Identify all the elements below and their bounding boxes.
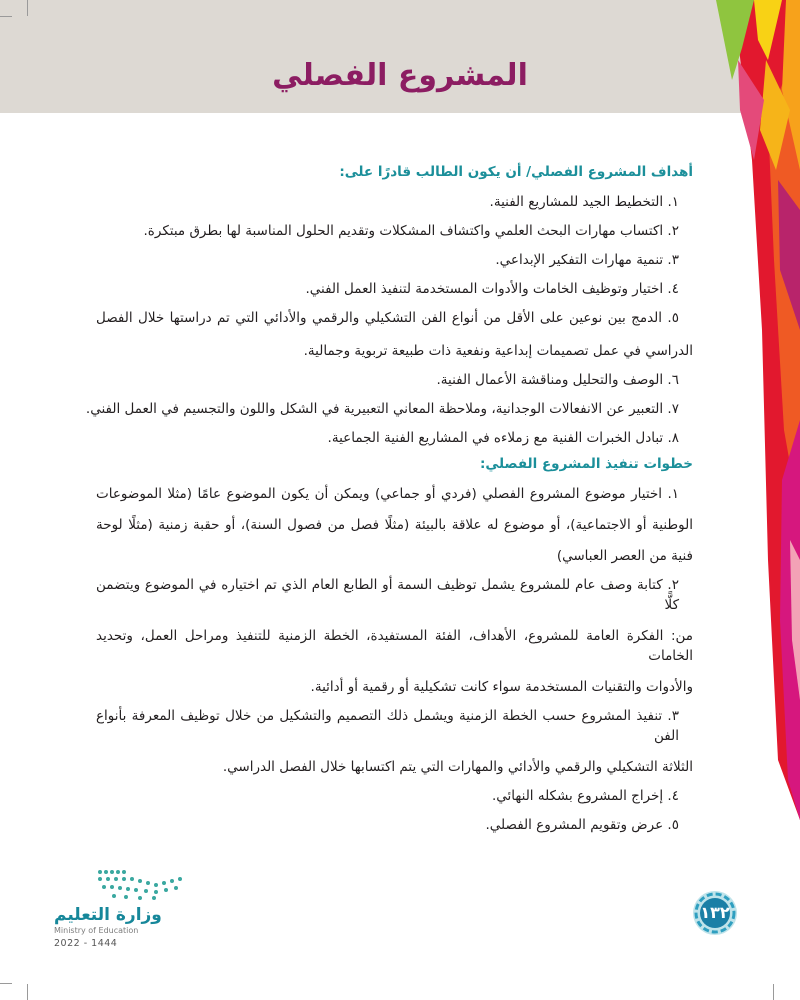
- list-item: ٣. تنفيذ المشروع حسب الخطة الزمنية ويشمل ذلك التصميم والتشكيل من خلال توظيف المعرفة بأنواع الفن: [96, 708, 679, 744]
- list-item-continuation: الثلاثة التشكيلي والرقمي والأدائي والمهارات التي يتم اكتسابها خلال الفصل الدراسي.: [222, 759, 693, 775]
- crop-mark: [0, 16, 12, 17]
- list-item: ٤. اختيار وتوظيف الخامات والأدوات المستخدمة لتنفيذ العمل الفني.: [305, 281, 679, 297]
- edition-year: 2022 - 1444: [54, 938, 118, 949]
- list-item: ١. اختيار موضوع المشروع الفصلي (فردي أو جماعي) ويمكن أن يكون الموضوع عامًا (مثلا الموضوعات: [96, 486, 679, 502]
- list-item: ٣. تنمية مهارات التفكير الإبداعي.: [495, 252, 679, 268]
- crop-mark: [0, 983, 12, 984]
- ministry-logo-icon: [94, 868, 190, 902]
- list-item: ٧. التعبير عن الانفعالات الوجدانية، وملاحظة المعاني التعبيرية في الشكل واللون والتجسيم في العمل الفني.: [85, 401, 679, 417]
- ministry-name-arabic: وزارة التعليم: [54, 905, 162, 925]
- list-item: ٨. تبادل الخبرات الفنية مع زملاءه في المشاريع الفنية الجماعية.: [327, 430, 679, 446]
- list-item: ٢. اكتساب مهارات البحث العلمي واكتشاف المشكلات وتقديم الحلول المناسبة لها بطرق مبتكرة.: [143, 223, 679, 239]
- list-item-continuation: من: الفكرة العامة للمشروع، الأهداف، الفئة المستفيدة، الخطة الزمنية للتنفيذ ومراحل العمل، وتحديد الخامات: [96, 628, 693, 664]
- ministry-name-english: Ministry of Education: [54, 926, 139, 935]
- list-item: ٥. عرض وتقويم المشروع الفصلي.: [485, 817, 679, 833]
- list-item-continuation: والأدوات والتقنيات المستخدمة سواء كانت تشكيلية أو رقمية أو أدائية.: [310, 679, 693, 695]
- list-item-continuation: فنية من العصر العباسي): [556, 548, 693, 564]
- list-item-continuation: الوطنية أو الاجتماعية)، أو موضوع له علاقة بالبيئة (مثلًا فصل من فصول السنة)، أو حقبة زمنية (مثلًا لوحة: [96, 517, 693, 533]
- page-number: ١٣٢: [700, 903, 730, 922]
- list-item: ٦. الوصف والتحليل ومناقشة الأعمال الفنية.: [436, 372, 679, 388]
- list-item: ٥. الدمج بين نوعين على الأقل من أنواع الفن التشكيلي والرقمي والأدائي التي تم دراستها خلال الفصل: [96, 310, 679, 326]
- crop-mark: [27, 0, 28, 16]
- steps-heading: خطوات تنفيذ المشروع الفصلي:: [479, 456, 693, 472]
- list-item: ٢. كتابة وصف عام للمشروع يشمل توظيف السمة أو الطابع العام الذي تم اختياره في الموضوع ويتضمن كلًّا: [96, 577, 679, 613]
- crop-mark: [773, 984, 774, 1000]
- list-item: ١. التخطيط الجيد للمشاريع الفنية.: [489, 194, 679, 210]
- crop-mark: [27, 984, 28, 1000]
- content-body: [85, 162, 693, 835]
- page-title: المشروع الفصلي: [272, 58, 528, 93]
- list-item-continuation: الدراسي في عمل تصميمات إبداعية ونفعية ذات طبيعة تربوية وجمالية.: [303, 343, 693, 359]
- objectives-heading: أهداف المشروع الفصلي/ أن يكون الطالب قادرًا على:: [339, 164, 693, 180]
- list-item: ٤. إخراج المشروع بشكله النهائي.: [491, 788, 679, 804]
